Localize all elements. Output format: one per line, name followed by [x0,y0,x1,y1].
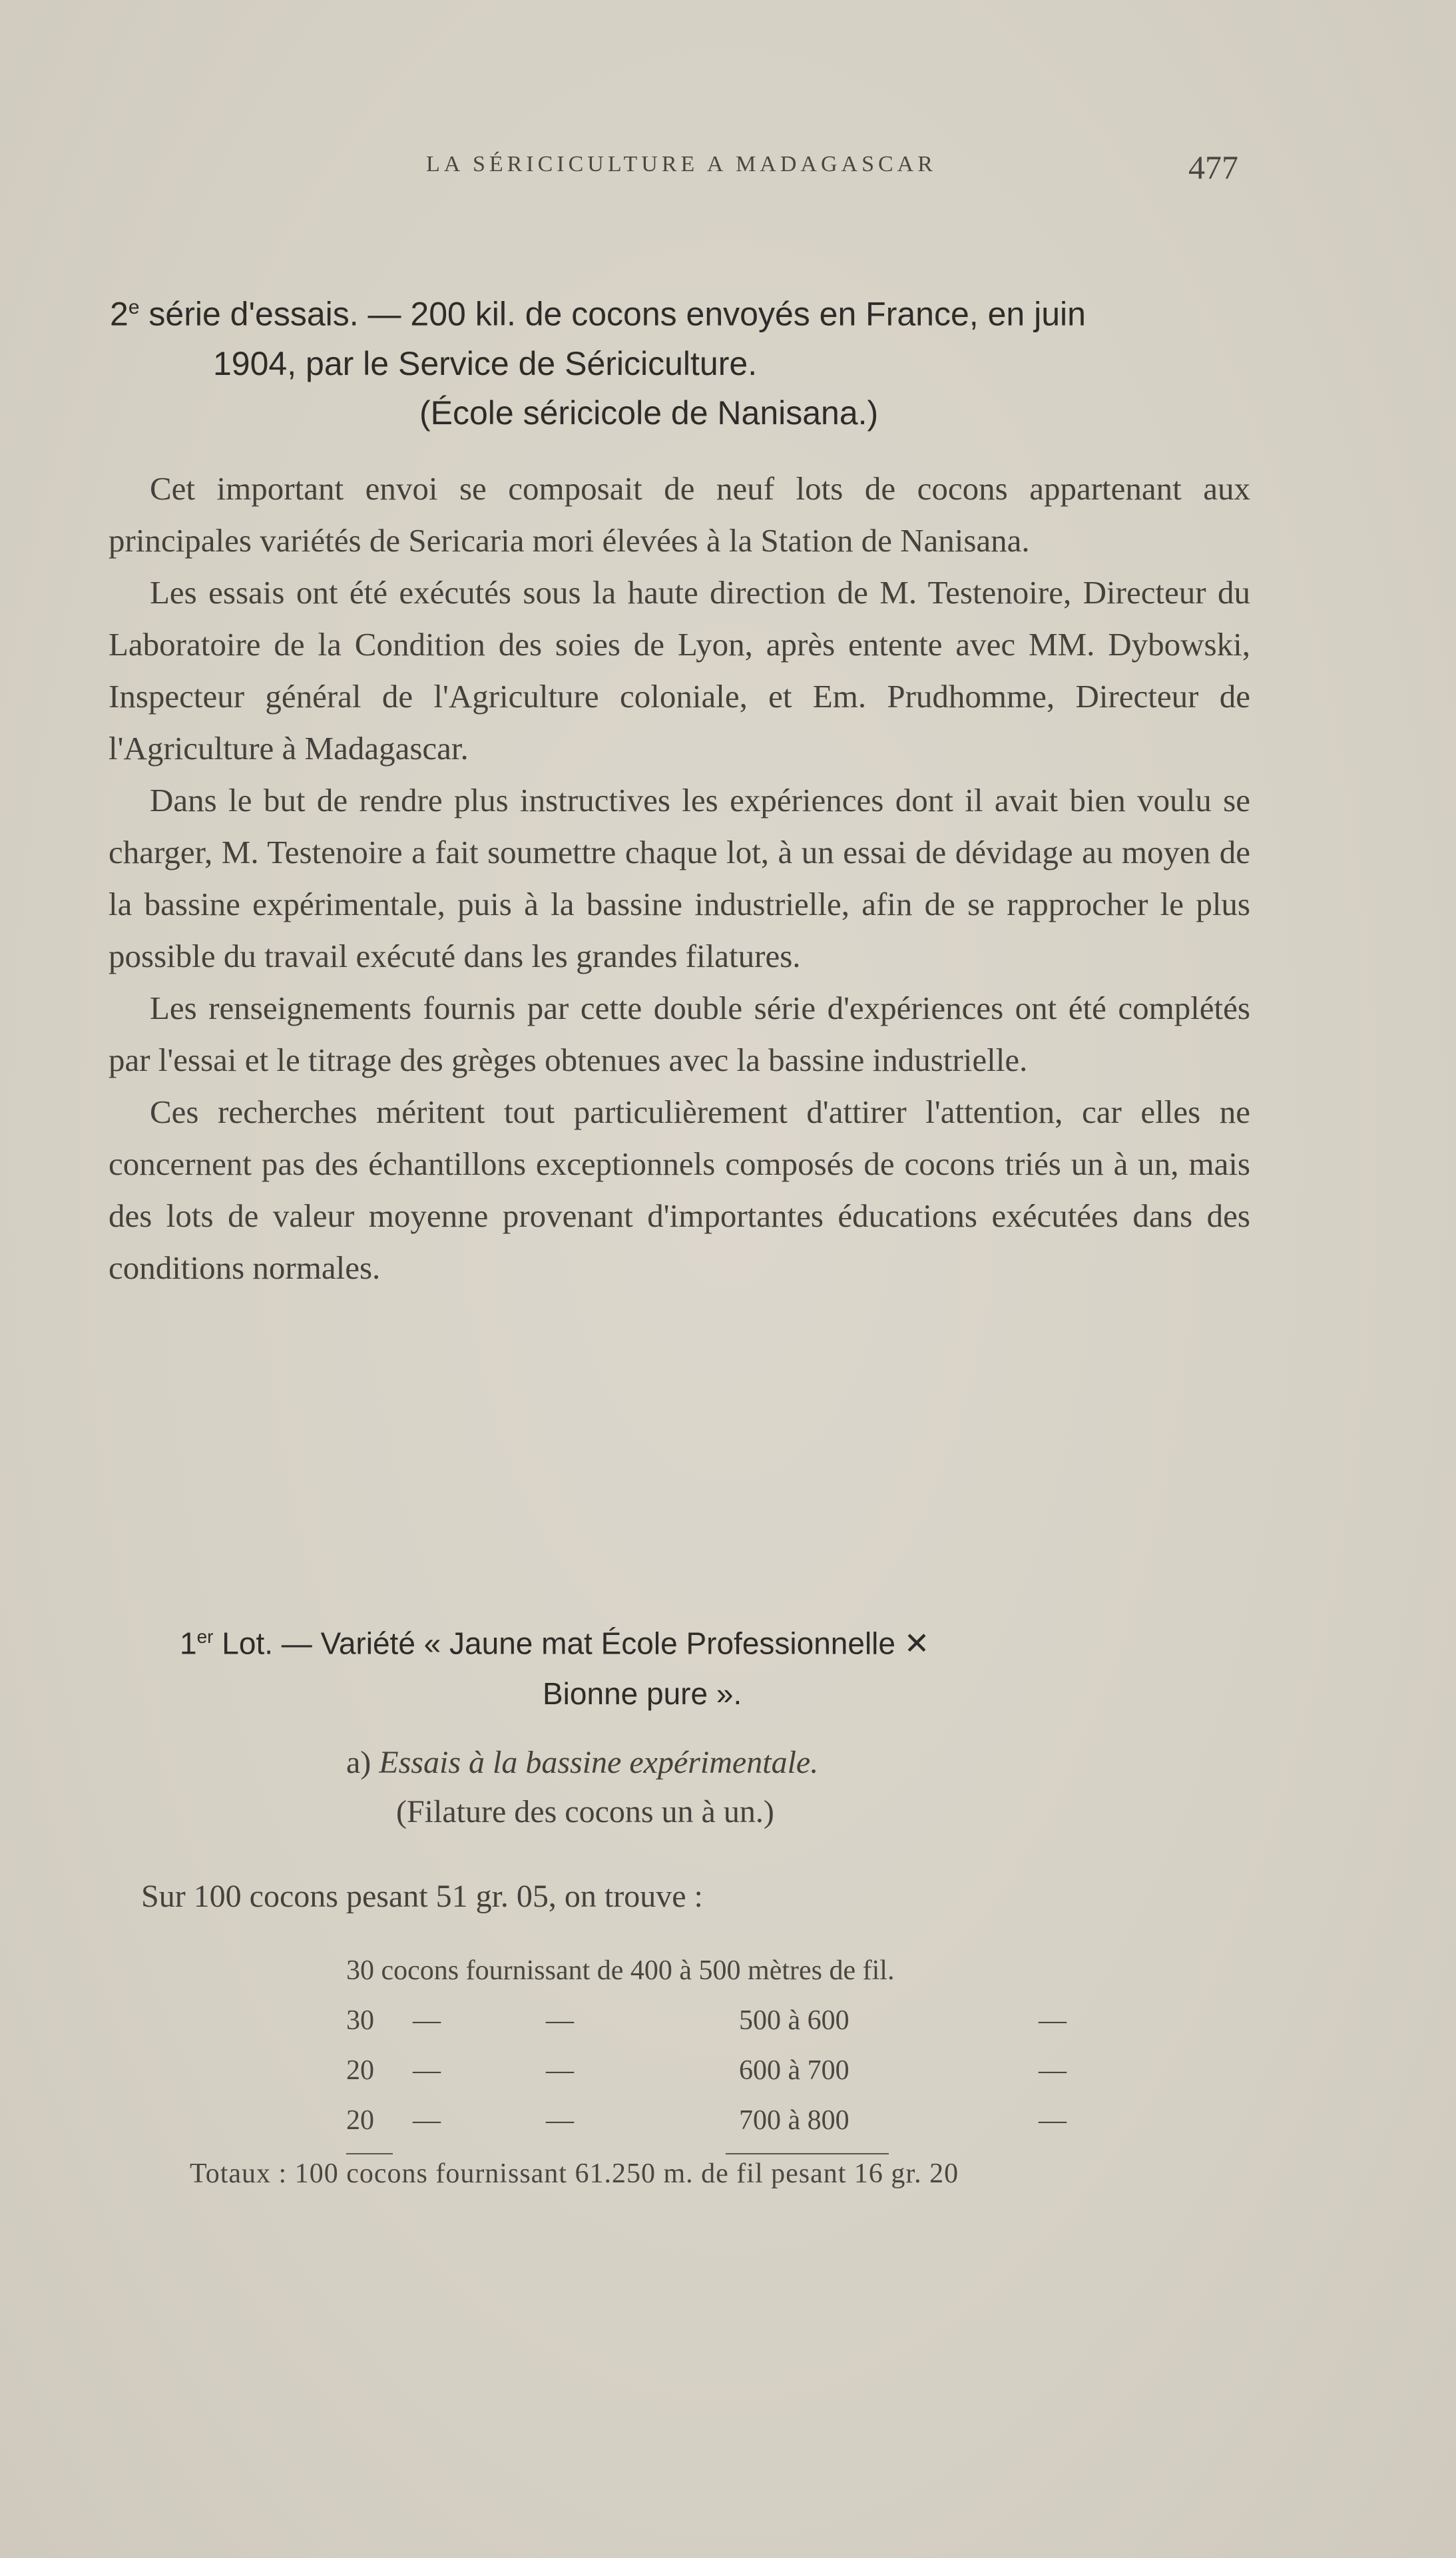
sum-rule [726,2153,889,2154]
subsection-title: Essais à la bassine expérimentale. [379,1745,819,1780]
paragraph: Les essais ont été exécutés sous la haute direction de M. Testenoire, Directeur du Laboratoire de la Condition des soies de Lyon, après entente avec MM. Dybowski, Inspecteur général de l'Agriculture coloniale, et Em. Prudhomme, Directeur de l'Agriculture à Madagascar. [109,574,1250,767]
running-title: LA SÉRICICULTURE A MADAGASCAR [426,152,937,176]
intro-line: Sur 100 cocons pesant 51 gr. 05, on trouve : [141,1879,703,1914]
table-cell-range: 500 à 600 [739,2005,849,2036]
subsection-label: a) [346,1745,379,1780]
series-heading-line-1 [110,283,1282,339]
series-heading [110,283,1282,438]
body-text [109,463,1250,1294]
series-heading-line-3: (École séricicole de Nanisana.) [419,394,879,432]
subsection-title-line [346,1738,818,1787]
series-heading-line-2: 1904, par le Service de Sériciculture. [213,344,758,382]
table-cell-dash: — [413,2005,441,2036]
table-cell-dash: — [1039,2055,1067,2086]
paragraph: Les renseignements fournis par cette double série d'expériences ont été complétés par l'essai et le titrage des grèges obtenues avec la bassine industrielle. [109,990,1250,1078]
table-cell-dash: — [546,2105,574,2136]
series-heading-text: série d'essais. — 200 kil. de cocons envoyés en France, en juin [139,295,1086,333]
series-number-suffix: e [128,296,140,318]
paragraph: Dans le but de rendre plus instructives les expériences dont il avait bien voulu se charger, M. Testenoire a fait soumettre chaque lot, à un essai de dévidage au moyen de la bassine expérimentale, puis à la bassine industrielle, afin de se rapprocher le plus possible du travail exécuté dans les grandes filatures. [109,782,1250,974]
lot-heading [180,1612,1245,1719]
lot-number: 1 [180,1626,197,1661]
totals-line: Totaux : 100 cocons fournissant 61.250 m. de fil pesant 16 gr. 20 [190,2158,959,2189]
subsection-heading [346,1738,818,1837]
sum-rule [346,2153,393,2154]
lot-heading-line-1 [180,1612,1245,1668]
table-cell-dash: — [1039,2005,1067,2036]
table-cell-count: 20 [346,2055,374,2086]
lot-heading-line-2: Bionne pure ». [543,1676,742,1712]
table-cell-range: 700 à 800 [739,2105,849,2136]
series-number: 2 [110,295,128,333]
lot-heading-text: Lot. — Variété « Jaune mat École Professionnelle ✕ [213,1626,930,1661]
table-cell-dash: — [546,2055,574,2086]
table-cell-range: 600 à 700 [739,2055,849,2086]
lot-number-suffix: er [196,1626,214,1647]
table-cell-dash: — [1039,2105,1067,2136]
table-cell-dash: — [413,2105,441,2136]
paragraph: Cet important envoi se composait de neuf lots de cocons appartenant aux principales variétés de Sericaria mori élevées à la Station de Nanisana. [109,470,1250,559]
table-cell-count: 30 [346,2005,374,2036]
table-cell-count: 20 [346,2105,374,2136]
page-number: 477 [1188,149,1238,186]
subsection-note: (Filature des cocons un à un.) [396,1794,774,1829]
table-cell-dash: — [413,2055,441,2086]
table-cell-dash: — [546,2005,574,2036]
paragraph: Ces recherches méritent tout particulièrement d'attirer l'attention, car elles ne concernent pas des échantillons exceptionnels composés de cocons triés un à un, mais des lots de valeur moyenne provenant d'importantes éducations exécutées dans des conditions normales. [109,1094,1250,1286]
table-cell: 30 cocons fournissant de 400 à 500 mètres de fil. [346,1955,895,1986]
